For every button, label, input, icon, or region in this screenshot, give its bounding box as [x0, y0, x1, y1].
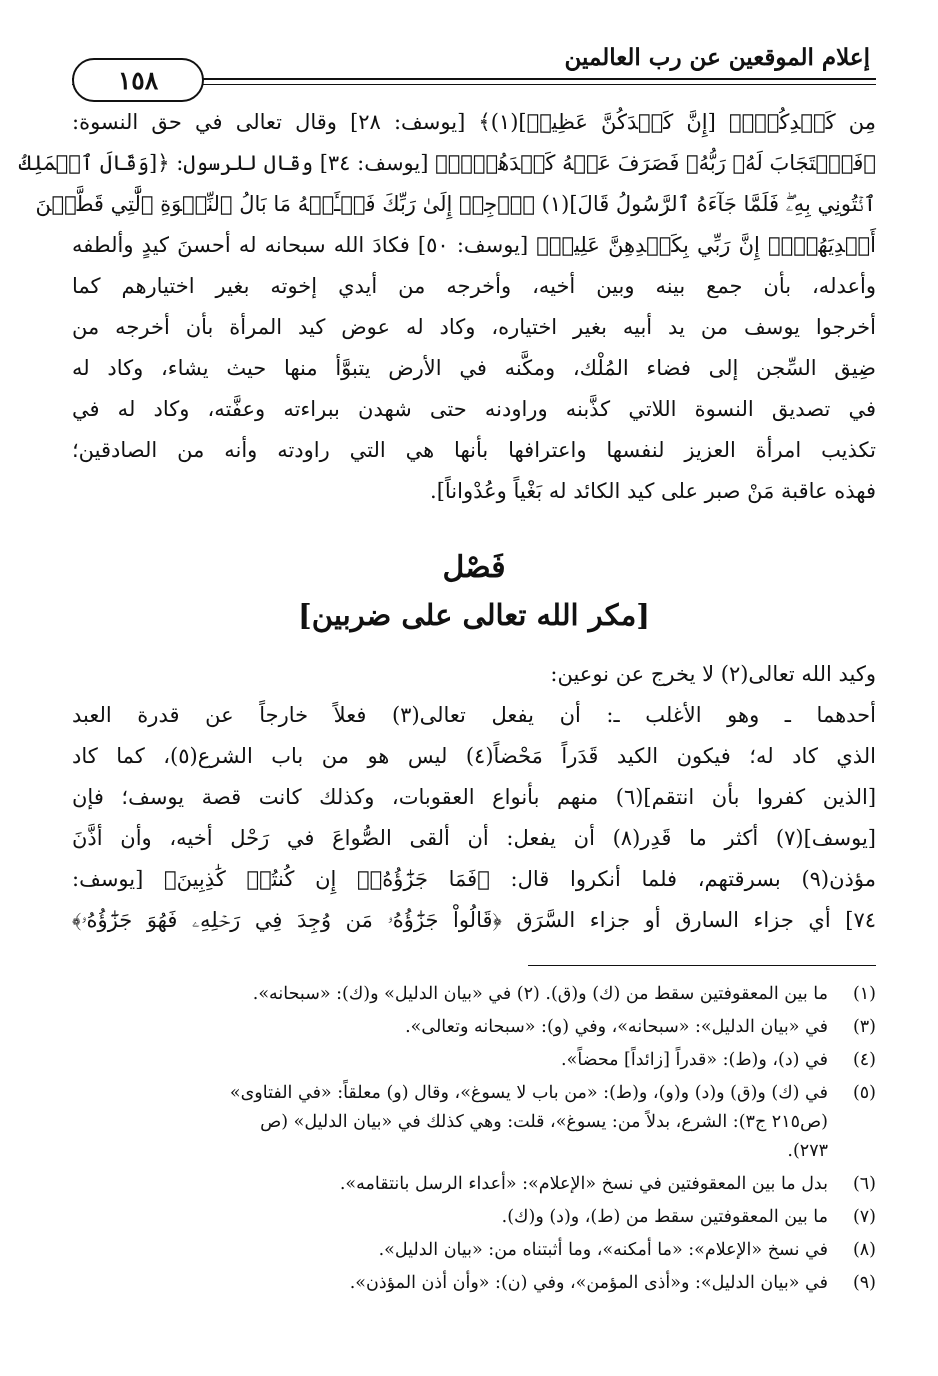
footnote-text: [72, 1269, 828, 1298]
text-line: [يوسف](٧) أكثر ما قَدِر(٨) أن يفعل: أن ألقى الصُّواعَ في رَحْل أخيه، وأن أذَّنَ: [72, 826, 876, 850]
footnote: [72, 1236, 876, 1265]
text-line: وأعدله، بأن جمع بينه وبين أخيه، وأخرجه من أيدي إخوته بغير اختيارهم كما: [72, 274, 876, 298]
text-line: ﴿فَٱسۡتَجَابَ لَهُۥ رَبُّهُۥ فَصَرَفَ عَنۡهُ كَيۡدَهُنَّۚ﴾ [يوسف: ٣٤] وقال للرسول: ﴿[وَقَالَ ٱلۡمَلِكُ: [18, 151, 876, 175]
footnote: [72, 1203, 876, 1232]
footnote: [72, 980, 876, 1009]
paragraph-mid: [72, 654, 876, 941]
text-line: مؤذن(٩) بسرقتهم، فلما أنكروا قال: ﴿فَمَا جَزَٰٓؤُهُۥٓ إِن كُنتُمۡ كَٰذِبِينَ﴾ [يوسف:: [72, 867, 876, 891]
section-title: فَصْل: [442, 550, 506, 585]
paragraph-top: [18, 102, 876, 512]
footnote-line: في «بيان الدليل»: «سبحانه»، وفي (و): «سبحانه وتعالى».: [405, 1017, 828, 1037]
footnote-number: (٩): [852, 1273, 876, 1293]
page-number: ١٥٨: [72, 58, 204, 102]
footnote-line: في «بيان الدليل»: و«أذى المؤمن»، وفي (ن): «وأن أذن المؤذن».: [349, 1273, 828, 1293]
text-line: أَيۡدِيَهُنَّۚ إِنَّ رَبِّي بِكَيۡدِهِنَّ عَلِيمٞ﴾ [يوسف: ٥٠] فكادَ الله سبحانه له أحسنَ كيدٍ وألطفه: [72, 233, 876, 257]
footnote-number: (٤): [852, 1050, 876, 1070]
footnote: [72, 1046, 876, 1075]
footnote-line: بدل ما بين المعقوفتين في نسخ «الإعلام»: «أعداء الرسل بانتقامه».: [339, 1174, 828, 1194]
text-line: ضِيق السِّجن إلى فضاء المُلْك، ومكَّنه في الأرض يتبوَّأ منها حيث يشاء، وكاد له: [72, 356, 876, 380]
footnote-line: في (د)، و(ط): «قدراً [زائداً] محضاً».: [561, 1050, 828, 1070]
footnote-line: (ص٢١٥ ج٣): الشرع، بدلاً من: يسوغ»، قلت: وهي كذلك في «بيان الدليل» (ص: [260, 1112, 828, 1132]
text-line: أخرجوا يوسف من يد أبيه بغير اختياره، وكاد له عوض كيد المرأة بأن أخرجه من: [72, 315, 876, 339]
text-line: تكذيب امرأة العزيز لنفسها واعترافها بأنها هي التي راودته وأنه من الصادقين؛: [72, 438, 876, 462]
text-line: وكيد الله تعالى(٢) لا يخرج عن نوعين:: [550, 662, 876, 686]
text-line: مِن كَيۡدِكُنَّۖ [إِنَّ كَيۡدَكُنَّ عَظِيمٞ](١)﴾ [يوسف: ٢٨] وقال تعالى في حق النسوة:: [72, 110, 876, 134]
footnote-text: [72, 1079, 828, 1166]
text-line: فهذه عاقبة مَنْ صبر على كيد الكائد له بَغْياً وعُدْواناً].: [430, 479, 876, 503]
text-line: ٧٤] أي جزاء السارق أو جزاء السَّرَق ﴿قَالُواْ جَزَٰٓؤُهُۥ مَن وُجِدَ فِي رَحۡلِهِۦ فَهُوَ جَزَٰٓؤُهُۥ﴾: [72, 908, 876, 932]
footnote-line: في نسخ «الإعلام»: «ما أمكنه»، وما أثبتناه من: «بيان الدليل».: [378, 1240, 828, 1260]
footnote: [72, 1079, 876, 1166]
running-title: إعلام الموقعين عن رب العالمين: [564, 44, 870, 71]
text-line: في تصديق النسوة اللاتي كذَّبنه وراودنه حتى شهدن ببراءته وعفَّته، وكاد له في: [72, 397, 876, 421]
footnote-number: (٦): [852, 1174, 876, 1194]
footnote-number: (٧): [852, 1207, 876, 1227]
text-line: أحدهما ـ وهو الأغلب ـ: أن يفعل تعالى(٣) فعلاً خارجاً عن قدرة العبد: [72, 703, 876, 727]
footnote-text: [72, 1013, 828, 1042]
footnote: [72, 1013, 876, 1042]
section-subtitle: [مكر الله تعالى على ضربين]: [298, 598, 650, 632]
footnote-text: [72, 1170, 828, 1199]
footnote: [72, 1269, 876, 1298]
text-line: [الذين كفروا بأن انتقم](٦) منهم بأنواع العقوبات، وكذلك كانت قصة يوسف؛ فإن: [72, 785, 877, 809]
footnote-line: ٢٧٣).: [787, 1141, 828, 1161]
text-line: ٱئۡتُونِي بِهِۦۖ فَلَمَّا جَآءَهُ ٱلرَّسُولُ قَالَ](١) ٱرۡجِعۡ إِلَىٰ رَبِّكَ فَسۡـَٔلۡهُ مَا بَالُ ٱلنِّسۡوَةِ ٱلَّٰتِي قَطَّعۡنَ: [35, 192, 876, 216]
footnote-text: [72, 980, 828, 1009]
footnote-number: (١): [852, 984, 876, 1004]
footnote-number: (٨): [852, 1240, 876, 1260]
footnotes: [72, 980, 876, 1298]
footnote-line: ما بين المعقوفتين سقط من (ك) و(ق). (٢) في «بيان الدليل» و(ك): «سبحانه».: [252, 984, 828, 1004]
footnote-text: [72, 1236, 828, 1265]
footnote-number: (٣): [852, 1017, 876, 1037]
text-line: الذي كاد له؛ فيكون الكيد قَدَراً مَحْضاً(٤) ليس هو من باب الشرع(٥)، كما كاد: [72, 744, 877, 768]
footnote-text: [72, 1203, 828, 1232]
footnote: [72, 1170, 876, 1199]
footnote-line: ما بين المعقوفتين سقط من (ط)، و(د) و(ك).: [501, 1207, 828, 1227]
footnote-line: في (ك) و(ق) و(د) و(و)، و(ط): «من باب لا يسوغ»، وقال (و) معلقاً: «في الفتاوى»: [229, 1083, 828, 1103]
footnote-text: [72, 1046, 828, 1075]
footnote-number: (٥): [852, 1083, 876, 1103]
footnote-separator: [528, 965, 876, 966]
